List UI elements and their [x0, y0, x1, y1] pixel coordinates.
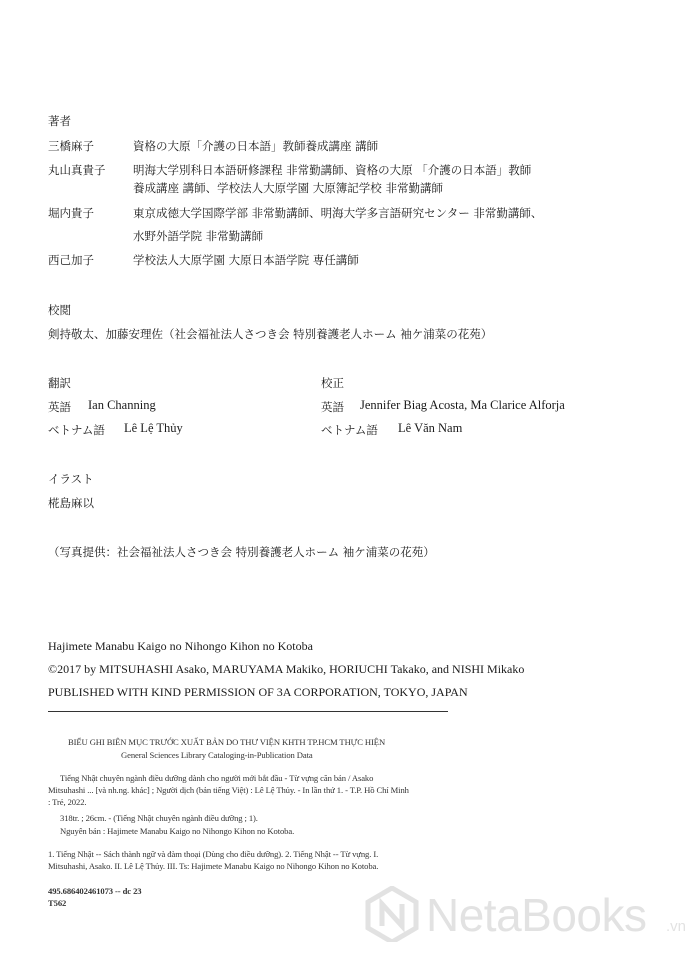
- cip-entry-line: Mitsuhashi, Asako. II. Lê Lệ Thủy. III. Ts: Hajimete Manabu Kaigo no Nihongo Kihon no Kotoba.: [48, 861, 379, 871]
- cip-entry-line: 1. Tiếng Nhật -- Sách thành ngữ và đàm thoại (Dùng cho điều dưỡng). 2. Tiếng Nhật -- Từ vựng. I.: [48, 849, 379, 859]
- illustrator-name: 椛島麻以: [48, 496, 94, 510]
- translation-en-name: Ian Channing: [88, 398, 156, 412]
- translation-vi-label: ベトナム語: [48, 423, 105, 437]
- logo-icon: [364, 886, 420, 942]
- cip-entry-line: : Trẻ, 2022.: [48, 797, 87, 807]
- watermark-brand: NetaBooks: [426, 889, 647, 941]
- cip-subheading: General Sciences Library Cataloging-in-Publication Data: [121, 750, 313, 760]
- photo-credit: （写真提供：社会福祉法人さつき会 特別養護老人ホーム 袖ケ浦菜の花苑）: [48, 545, 435, 559]
- author-name: 堀内貴子: [48, 206, 94, 220]
- author-affiliation: 学校法人大原学園 大原日本語学院 専任講師: [133, 253, 359, 267]
- cip-entry-line: Nguyên bản : Hajimete Manabu Kaigo no Nihongo Kihon no Kotoba.: [60, 826, 295, 836]
- translation-heading: 翻訳: [48, 376, 71, 390]
- cip-entry-line: Mitsuhashi ... [và nh.ng. khác] ; Người dịch (bản tiếng Việt) : Lê Lệ Thủy. - In lần thứ 1. - T.P. Hồ Chí Minh: [48, 785, 409, 795]
- cip-entry-line: Tiếng Nhật chuyên ngành điều dưỡng dành cho người mới bắt đầu - Từ vựng căn bản / Asako: [60, 773, 374, 783]
- author-affiliation: 資格の大原「介護の日本語」教師養成講座 講師: [133, 139, 379, 153]
- translation-vi-name: Lê Lệ Thủy: [124, 421, 183, 435]
- proofread-vi-name: Lê Văn Nam: [398, 421, 463, 435]
- cip-heading: BIỂU GHI BIÊN MỤC TRƯỚC XUẤT BẢN DO THƯ VIỆN KHTH TP.HCM THỰC HIỆN: [68, 737, 386, 747]
- proofread-vi-label: ベトナム語: [321, 423, 378, 437]
- cip-cutter: T562: [48, 898, 67, 908]
- original-title: Hajimete Manabu Kaigo no Nihongo Kihon no Kotoba: [48, 639, 313, 653]
- author-affiliation: 明海大学別科日本語研修課程 非常勤講師、資格の大原 「介護の日本語」教師: [133, 163, 532, 177]
- proofread-en-name: Jennifer Biag Acosta, Ma Clarice Alforja: [360, 398, 565, 412]
- author-name: 西己加子: [48, 253, 94, 267]
- translation-en-label: 英語: [48, 400, 71, 414]
- permission-line: PUBLISHED WITH KIND PERMISSION OF 3A CORPORATION, TOKYO, JAPAN: [48, 685, 468, 699]
- author-affiliation: 水野外語学院 非常勤講師: [133, 229, 264, 243]
- illustration-heading: イラスト: [48, 472, 94, 486]
- cip-classification: 495.686402461073 -- dc 23: [48, 886, 142, 896]
- watermark-suffix: .vn: [666, 918, 687, 935]
- review-text: 剣持敬太、加藤安理佐（社会福祉法人さつき会 特別養護老人ホーム 袖ケ浦菜の花苑）: [48, 327, 493, 341]
- watermark: [360, 880, 700, 950]
- author-affiliation: 東京成徳大学国際学部 非常勤講師、明海大学多言語研究センター 非常勤講師、: [133, 206, 543, 220]
- proofread-en-label: 英語: [321, 400, 344, 414]
- review-heading: 校閲: [48, 303, 71, 317]
- divider: [48, 711, 448, 712]
- author-name: 丸山真貴子: [48, 163, 106, 177]
- author-name: 三橋麻子: [48, 139, 94, 153]
- proofread-heading: 校正: [321, 376, 344, 390]
- cip-entry-line: 318tr. ; 26cm. - (Tiếng Nhật chuyên ngành điều dưỡng ; 1).: [60, 813, 258, 823]
- author-affiliation: 養成講座 講師、学校法人大原学園 大原簿記学校 非常勤講師: [133, 181, 443, 195]
- copyright-line: ©2017 by MITSUHASHI Asako, MARUYAMA Makiko, HORIUCHI Takako, and NISHI Mikako: [48, 662, 525, 676]
- authors-heading: 著者: [48, 114, 71, 128]
